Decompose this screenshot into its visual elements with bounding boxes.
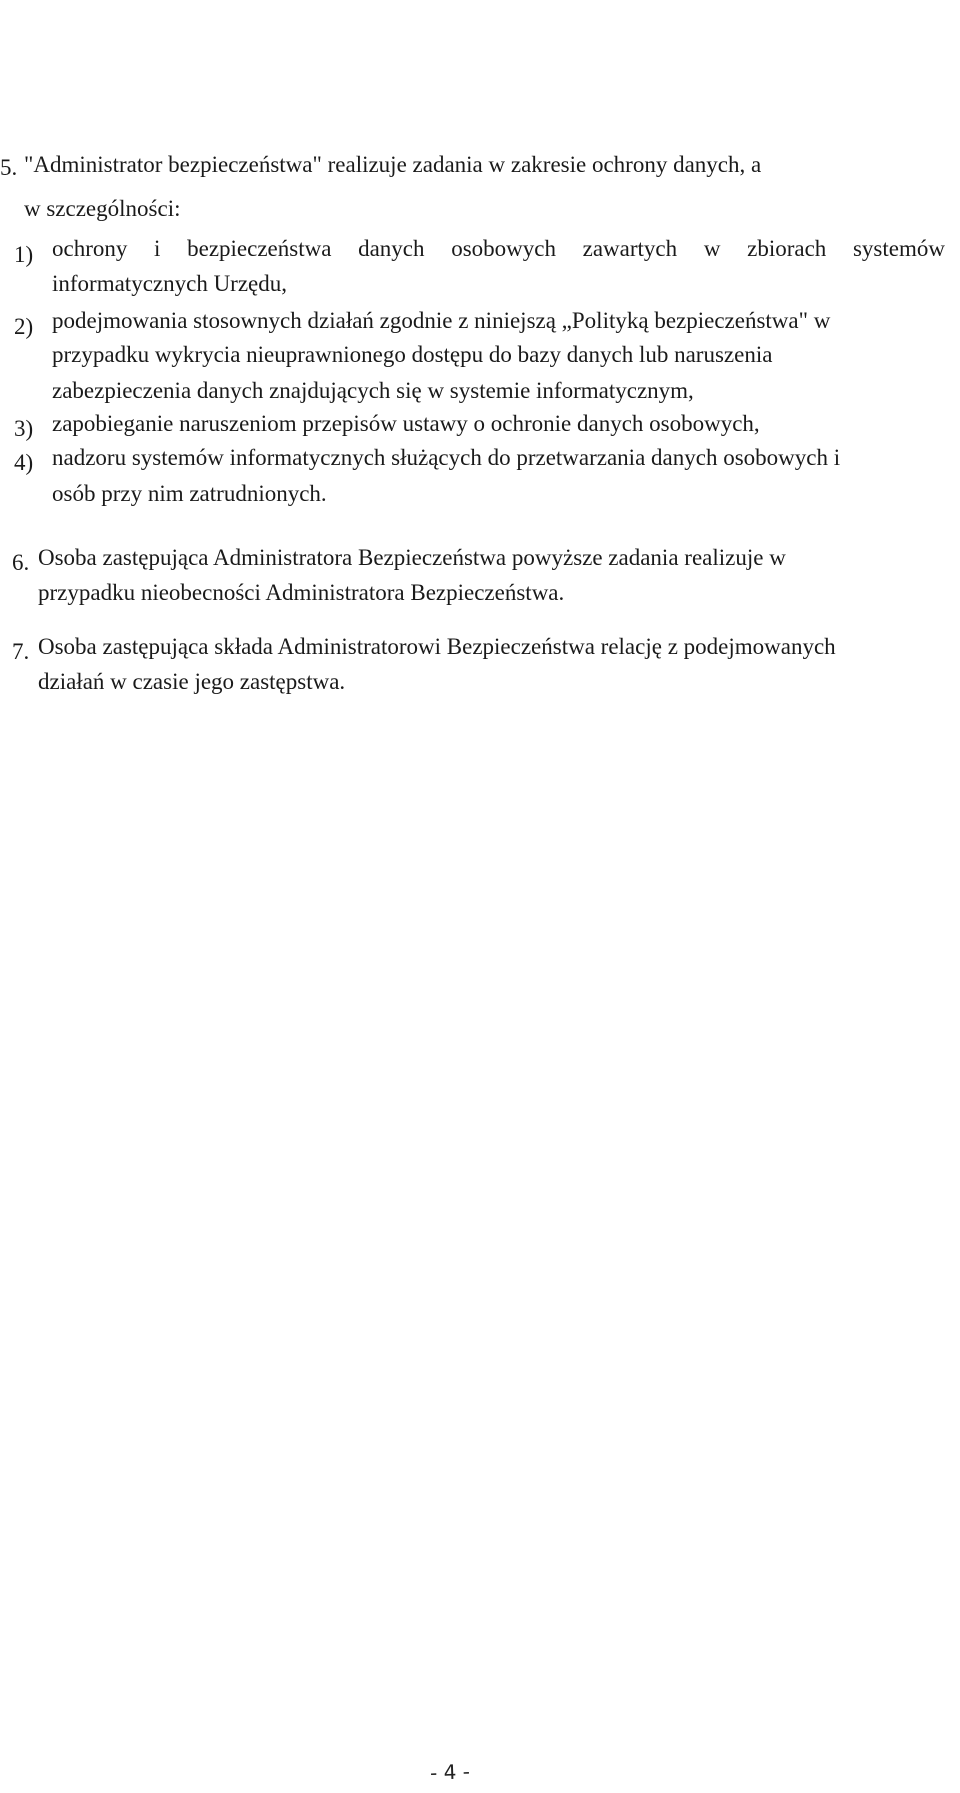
word: zawartych xyxy=(582,236,678,261)
page-number: - 4 - xyxy=(429,1759,471,1785)
list-item-2-line-2: przypadku wykrycia nieuprawnionego dostępu do bazy danych lub naruszenia xyxy=(52,342,773,367)
list-item-1-line-2: informatycznych Urzędu, xyxy=(52,271,288,296)
word: osobowych xyxy=(451,236,556,261)
section-6-line-1: Osoba zastępująca Administratora Bezpieczeństwa powyższe zadania realizuje w xyxy=(38,545,786,570)
list-item-4-line-1: nadzoru systemów informatycznych służących do przetwarzania danych osobowych i xyxy=(52,445,841,470)
section-7-line-1: Osoba zastępująca składa Administratorowi Bezpieczeństwa relację z podejmowanych xyxy=(38,634,836,659)
list-item-4-number: 4) xyxy=(14,450,34,475)
section-7-number: 7. xyxy=(12,639,30,664)
section-5-line-1: "Administrator bezpieczeństwa" realizuje zadania w zakresie ochrony danych, a xyxy=(24,152,762,177)
list-item-3-number: 3) xyxy=(14,416,34,441)
section-6-line-2: przypadku nieobecności Administratora Bezpieczeństwa. xyxy=(38,580,565,605)
list-item-1-number: 1) xyxy=(14,242,34,267)
list-item-2-line-3: zabezpieczenia danych znajdujących się w systemie informatycznym, xyxy=(52,378,694,403)
list-item-3-line-1: zapobieganie naruszeniom przepisów ustawy o ochronie danych osobowych, xyxy=(52,411,760,436)
section-6-number: 6. xyxy=(12,550,30,575)
word: bezpieczeństwa xyxy=(187,236,332,261)
section-7-line-2: działań w czasie jego zastępstwa. xyxy=(38,669,346,694)
section-5-line-2: w szczególności: xyxy=(24,196,181,221)
word: danych xyxy=(358,236,425,261)
section-5-number: 5. xyxy=(0,155,18,180)
list-item-1-line-1 xyxy=(52,234,945,264)
word: i xyxy=(154,236,161,261)
word: systemów xyxy=(852,236,945,261)
word: zbiorach xyxy=(747,236,827,261)
list-item-2-line-1: podejmowania stosownych działań zgodnie z niniejszą „Polityką bezpieczeństwa" w xyxy=(52,308,831,333)
word: ochrony xyxy=(52,236,128,261)
list-item-2-number: 2) xyxy=(14,314,34,339)
list-item-4-line-2: osób przy nim zatrudnionych. xyxy=(52,481,327,506)
word: w xyxy=(703,236,721,261)
